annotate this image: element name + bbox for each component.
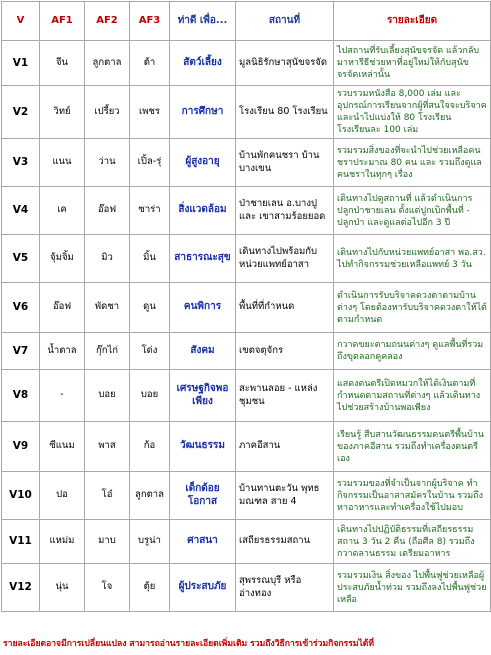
activity-category: ผู้ประสบภัย [170, 564, 236, 612]
row-code: V6 [2, 283, 40, 333]
af2-name: ลูกตาล [85, 41, 130, 86]
activity-category: สัตว์เลี้ยง [170, 41, 236, 86]
header-v: V [2, 2, 40, 41]
af3-name: ซาร่า [130, 187, 170, 235]
activity-details: รวมรวมเงิน สิ่งของ ไปพื้นฟูช่วยเหลือผู้ประสบภัยน้ำท่วม รวมถึงลงไปพื้นฟูช่วยเหลือ [334, 564, 491, 612]
row-code: V10 [2, 472, 40, 520]
af2-name: กุ๊กไก่ [85, 333, 130, 370]
af2-name: อ๊อฟ [85, 187, 130, 235]
header-af1: AF1 [40, 2, 85, 41]
af3-name: โด่ง [130, 333, 170, 370]
table-row [2, 86, 491, 139]
footnote: รายละเอียดอาจมีการเปลี่ยนแปลง สามารถอ่านรายละเอียดเพิ่มเติม รวมถึงวิธีการเข้าร่วมกิจกรรมได้ที่ [3, 639, 375, 649]
activity-place: สะพานลอย - แหล่งชุมชน [236, 370, 334, 422]
activity-category: สังคม [170, 333, 236, 370]
af2-name: มิว [85, 235, 130, 283]
header-row [2, 2, 491, 41]
row-code: V12 [2, 564, 40, 612]
af1-name: ซีแนม [40, 422, 85, 472]
activity-details: กวาดขยะตามถนนต่างๆ ดูแลพื้นที่รวมถึงขุดลอกคูคลอง [334, 333, 491, 370]
af3-name: ดูน [130, 283, 170, 333]
table-row [2, 235, 491, 283]
table-row [2, 422, 491, 472]
af3-name: เปิ้ล-รุ่ [130, 139, 170, 187]
table-row [2, 564, 491, 612]
af2-name: โอ๋ [85, 472, 130, 520]
row-code: V9 [2, 422, 40, 472]
af2-name: โจ [85, 564, 130, 612]
header-details: รายละเอียด [334, 2, 491, 41]
table-row [2, 472, 491, 520]
af2-name: บอย [85, 370, 130, 422]
row-code: V3 [2, 139, 40, 187]
activity-place: โรงเรียน 80 โรงเรียน [236, 86, 334, 139]
activity-category: คนพิการ [170, 283, 236, 333]
table-row [2, 370, 491, 422]
activity-place: เขตจตุจักร [236, 333, 334, 370]
activity-details: รวมรวมของที่จำเป็นจากผู้บริจาค ทำกิจกรรมเป็นอาสาสมัครในบ้าน รวมถึงหาอาหารและทำเครื่องใช้ไปมอบ [334, 472, 491, 520]
activity-category: สิ่งแวดล้อม [170, 187, 236, 235]
activity-place: ภาคอีสาน [236, 422, 334, 472]
row-code: V7 [2, 333, 40, 370]
af3-name: ก้อ [130, 422, 170, 472]
activity-details: รวบรวมหนังสือ 8,000 เล่ม และอุปกรณ์การเรียนจากผู้ที่สนใจจะบริจาค และนำไปแบ่งให้ 80 โรงเรียน โรงเรียนละ 100 เล่ม [334, 86, 491, 139]
activity-details: เดินทางไปดูสถานที่ แล้วดำเนินการปลูกป่าชายเลน ตั้งแต่ปูกเบิกพื้นที่ - ปลูกป่า และดูแลต่อไปอีก 3 ปี [334, 187, 491, 235]
activity-details: เดินทางไปปฏิบัติธรรมที่เสถียรธรรมสถาน 3 วัน 2 คืน (ถือศีล 8) รวมถึงกวาดลานธรรม เตรียมอาหาร [334, 520, 491, 564]
activity-details: แสดงดนตรีเปิดหมวกให้ได้เงินตามที่กำหนดตามสถานที่ต่างๆ แล้วเดินทางไปช่วยสร้างบ้านพอเพียง [334, 370, 491, 422]
table-row [2, 139, 491, 187]
activity-place: บ้านทานตะวัน พุทธมณฑล สาย 4 [236, 472, 334, 520]
activity-details: เดินทางไปกับหน่วยแพทย์อาสา พอ.สว. ไปทำกิจกรรมช่วยเหลือแพทย์ 3 วัน [334, 235, 491, 283]
activity-place: บ้านพักคนชรา บ้านบางเขน [236, 139, 334, 187]
row-code: V4 [2, 187, 40, 235]
af1-name: ปอ [40, 472, 85, 520]
activity-place: มูลนิธิรักษาสุนัขจรจัด [236, 41, 334, 86]
activity-details: ไปสถานที่รับเลี้ยงสุนัขจรจัด แล้วกลับมาหารีธีช่วยหาที่อยู่ใหม่ให้กับสุนัขจรจัดเหล่านั้น [334, 41, 491, 86]
af1-name: วิทย์ [40, 86, 85, 139]
row-code: V1 [2, 41, 40, 86]
header-af2: AF2 [85, 2, 130, 41]
row-code: V5 [2, 235, 40, 283]
activity-category: ผู้สูงอายุ [170, 139, 236, 187]
activity-details: ดำเนินการรับบริจาคดวงตาตามบ้านต่างๆ โดยต้องหารับบริจาคดวงตาให้ได้ตามกำหนด [334, 283, 491, 333]
activity-category: การศึกษา [170, 86, 236, 139]
activity-place: ป่าชายเลน อ.บางปู และ เขาสามร้อยยอด [236, 187, 334, 235]
af3-name: มิ้น [130, 235, 170, 283]
table-row [2, 41, 491, 86]
af2-name: เปรี้ยว [85, 86, 130, 139]
activity-table [1, 1, 491, 612]
activity-category: วัฒนธรรม [170, 422, 236, 472]
table-row [2, 283, 491, 333]
row-code: V2 [2, 86, 40, 139]
af2-name: พาส [85, 422, 130, 472]
activity-place: เสถียรธรรมสถาน [236, 520, 334, 564]
af2-name: พัดชา [85, 283, 130, 333]
activity-details: เรียนรู้ สืบสานวัฒนธรรมดนตรีพื้นบ้านของภาคอีสาน รวมถึงทำเครื่องดนตรีเอง [334, 422, 491, 472]
af3-name: ต้า [130, 41, 170, 86]
row-code: V11 [2, 520, 40, 564]
af3-name: บรูน่า [130, 520, 170, 564]
table-row [2, 333, 491, 370]
activity-place: เดินทางไปพร้อมกับหน่วยแพทย์อาสา [236, 235, 334, 283]
af1-name: แหม่ม [40, 520, 85, 564]
table-row [2, 187, 491, 235]
af2-name: ว่าน [85, 139, 130, 187]
af3-name: ลูกตาล [130, 472, 170, 520]
af1-name: นุ่น [40, 564, 85, 612]
activity-category: เด็กด้อยโอกาส [170, 472, 236, 520]
activity-category: เศรษฐกิจพอเพียง [170, 370, 236, 422]
af1-name: แนน [40, 139, 85, 187]
af3-name: ตุ้ย [130, 564, 170, 612]
header-af3: AF3 [130, 2, 170, 41]
af1-name: - [40, 370, 85, 422]
af1-name: จุ้มจิ้ม [40, 235, 85, 283]
activity-place: สุพรรณบุรี หรืออ่างทอง [236, 564, 334, 612]
af1-name: เค [40, 187, 85, 235]
row-code: V8 [2, 370, 40, 422]
af2-name: มาบ [85, 520, 130, 564]
activity-category: สาธารณะสุข [170, 235, 236, 283]
af1-name: น้ำตาล [40, 333, 85, 370]
af1-name: อ๊อฟ [40, 283, 85, 333]
header-place: สถานที่ [236, 2, 334, 41]
activity-details: รวมรวมสิ่งของที่จะนำไปช่วยเหลือคนชราประมาณ 80 คน และ รวมถึงดูแลคนชราในทุกๆ เรื่อง [334, 139, 491, 187]
af3-name: เพชร [130, 86, 170, 139]
table-row [2, 520, 491, 564]
af1-name: จีน [40, 41, 85, 86]
activity-place: พื้นที่ที่กำหนด [236, 283, 334, 333]
af3-name: บอย [130, 370, 170, 422]
activity-category: ศาสนา [170, 520, 236, 564]
header-activity: ท่าดี เพื่อ... [170, 2, 236, 41]
